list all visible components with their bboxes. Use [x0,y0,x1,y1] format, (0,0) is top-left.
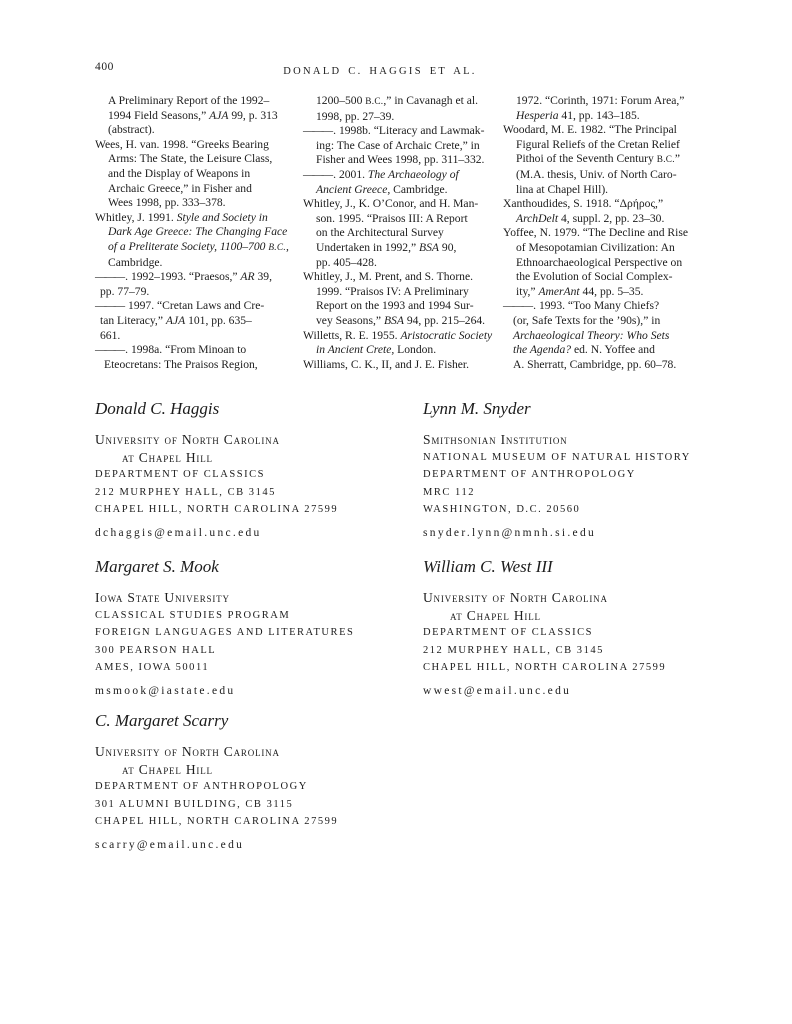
bibliography-line: Willetts, R. E. 1955. Aristocratic Society [303,328,493,342]
bibliography-line: lina at Chapel Hill). [516,182,609,196]
authors-section [95,398,725,851]
author-address-line: DEPARTMENT OF CLASSICS [95,469,265,480]
bibliography-line: 1999. “Praisos IV: A Preliminary [316,284,469,298]
author-institution: at Chapel Hill [450,607,541,623]
page-number: 400 [95,61,114,73]
author-address-line: CHAPEL HILL, NORTH CAROLINA 27599 [95,816,339,827]
bibliography-line: the Evolution of Social Complex- [516,270,673,284]
bibliography-line: Whitley, J., K. O’Conor, and H. Man- [303,197,479,211]
author-address-line: 212 MURPHEY HALL, CB 3145 [95,486,276,498]
bibliography-line: son. 1995. “Praisos III: A Report [316,211,468,225]
bibliography-line: Fisher and Wees 1998, pp. 311–332. [316,153,485,167]
author-block [95,398,423,556]
bibliography-line: Arms: The State, the Leisure Class, [108,152,273,166]
bibliography-line: in Ancient Crete, London. [316,343,437,357]
bibliography-line: ——— . 2001. The Archaeology of [303,167,459,181]
author-address-line: 300 PEARSON HALL [95,644,217,656]
bibliography-line: ity,” AmerAnt 44, pp. 5–35. [516,284,644,298]
author-institution: Smithsonian Institution [423,432,568,447]
bibliography-line: Figural Reliefs of the Cretan Relief [516,137,680,151]
bibliography-section [0,94,792,384]
author-email: wwest@email.unc.edu [423,684,572,697]
author-name: Donald C. Haggis [95,399,220,418]
bibliography-line: ——— . 1998a. “From Minoan to [95,343,247,357]
bibliography-line: the Agenda? ed. N. Yoffee and [513,343,655,357]
bibliography-line: tan Literacy,” AJA 101, pp. 635– [100,313,252,327]
author-address-line: DEPARTMENT OF ANTHROPOLOGY [423,469,636,480]
author-institution: University of North Carolina [95,744,280,759]
bibliography-line: ——— . 1992–1993. “Praesos,” AR 39, [95,270,272,284]
author-block [423,556,725,710]
bibliography-line: ——— 1997. “Cretan Laws and Cre- [95,299,265,313]
author-address-line: 301 ALUMNI BUILDING, CB 3115 [95,798,294,810]
author-block [95,710,423,851]
author-institution: University of North Carolina [95,432,280,447]
author-email: msmook@iastate.edu [95,684,236,697]
author-address-line: MRC 112 [423,486,475,498]
bibliography-line: Cambridge. [108,255,163,269]
bibliography-line: Pithoi of the Seventh Century B.C.” [516,152,680,166]
author-block [95,556,423,710]
author-institution: University of North Carolina [423,590,608,605]
bibliography-line: Eteocretans: The Praisos Region, [104,357,258,371]
bibliography-column-1 [95,94,302,372]
author-email: dchaggis@email.unc.edu [95,526,262,539]
author-address-line: FOREIGN LANGUAGES AND LITERATURES [95,627,355,638]
bibliography-line: Wees, H. van. 1998. “Greeks Bearing [95,137,269,151]
bibliography-line: ArchDelt 4, suppl. 2, pp. 23–30. [516,211,665,225]
bibliography-line: on the Architectural Survey [316,226,444,240]
author-address-line: NATIONAL MUSEUM OF NATURAL HISTORY [423,451,691,463]
bibliography-line: ——— . 1993. “Too Many Chiefs? [503,299,660,313]
author-institution: at Chapel Hill [122,761,213,777]
bibliography-column-2 [303,94,503,372]
bibliography-line: pp. 77–79. [100,284,150,298]
author-institution: at Chapel Hill [122,449,213,465]
bibliography-line: (abstract). [108,123,155,137]
bibliography-line: Whitley, J. 1991. Style and Society in [95,210,268,224]
bibliography-line: vey Seasons,” BSA 94, pp. 215–264. [316,313,486,327]
bibliography-line: and the Display of Weapons in [108,166,251,180]
bibliography-line: of a Preliterate Society, 1100–700 B.C., [108,239,289,253]
author-name: Lynn M. Snyder [423,399,531,418]
bibliography-line: Archaic Greece,” in Fisher and [108,181,252,195]
bibliography-line: Report on the 1993 and 1994 Sur- [316,299,474,313]
author-address-line: CHAPEL HILL, NORTH CAROLINA 27599 [423,662,667,673]
page-header [95,61,665,79]
bibliography-line: Whitley, J., M. Prent, and S. Thorne. [303,270,474,284]
bibliography-line: A. Sherratt, Cambridge, pp. 60–78. [513,357,677,371]
author-address-line: CLASSICAL STUDIES PROGRAM [95,609,291,621]
bibliography-line: (M.A. thesis, Univ. of North Caro- [516,167,677,181]
author-address-line: CHAPEL HILL, NORTH CAROLINA 27599 [95,504,339,515]
author-email: scarry@email.unc.edu [95,838,245,851]
author-block [423,398,725,556]
bibliography-line: 1200–500 B.C.,” in Cavanagh et al. [316,94,479,107]
bibliography-line: Ancient Greece, Cambridge. [316,182,448,196]
running-head: DONALD C. HAGGIS ET AL. [283,66,477,77]
bibliography-line: ing: The Case of Archaic Crete,” in [316,138,480,152]
bibliography-line: Dark Age Greece: The Changing Face [108,225,288,239]
bibliography-line: Archaeological Theory: Who Sets [513,328,670,342]
author-email: snyder.lynn@nmnh.si.edu [423,526,597,539]
bibliography-line: Xanthoudides, S. 1918. “Δρήρος,” [503,197,664,211]
author-address-line: DEPARTMENT OF ANTHROPOLOGY [95,781,308,792]
author-institution: Iowa State University [95,590,230,605]
bibliography-line: of Mesopotamian Civilization: An [516,240,675,254]
bibliography-line: Undertaken in 1992,” BSA 90, [316,240,457,254]
author-name: C. Margaret Scarry [95,711,229,730]
bibliography-line: 661. [100,328,121,342]
author-name: William C. West III [423,557,553,576]
bibliography-line: ——— . 1998b. “Literacy and Lawmak- [303,124,485,138]
bibliography-line: Hesperia 41, pp. 143–185. [516,108,640,122]
bibliography-column-3 [503,94,719,372]
bibliography-line: pp. 405–428. [316,255,377,269]
bibliography-line: Yoffee, N. 1979. “The Decline and Rise [503,226,689,240]
bibliography-line: 1998, pp. 27–39. [316,109,395,123]
bibliography-line: Williams, C. K., II, and J. E. Fisher. [303,357,470,371]
bibliography-line: 1994 Field Seasons,” AJA 99, p. 313 [108,108,278,122]
bibliography-line: A Preliminary Report of the 1992– [108,94,270,107]
author-address-line: WASHINGTON, D.C. 20560 [423,504,581,515]
author-address-line: AMES, IOWA 50011 [95,662,210,673]
author-address-line: DEPARTMENT OF CLASSICS [423,627,593,638]
bibliography-line: 1972. “Corinth, 1971: Forum Area,” [516,94,685,107]
bibliography-line: Wees 1998, pp. 333–378. [108,196,226,210]
bibliography-line: (or, Safe Texts for the ’90s),” in [513,313,661,327]
author-address-line: 212 MURPHEY HALL, CB 3145 [423,644,604,656]
author-name: Margaret S. Mook [95,557,219,576]
bibliography-line: Woodard, M. E. 1982. “The Principal [503,123,677,137]
bibliography-line: Ethnoarchaeological Perspective on [516,255,683,269]
